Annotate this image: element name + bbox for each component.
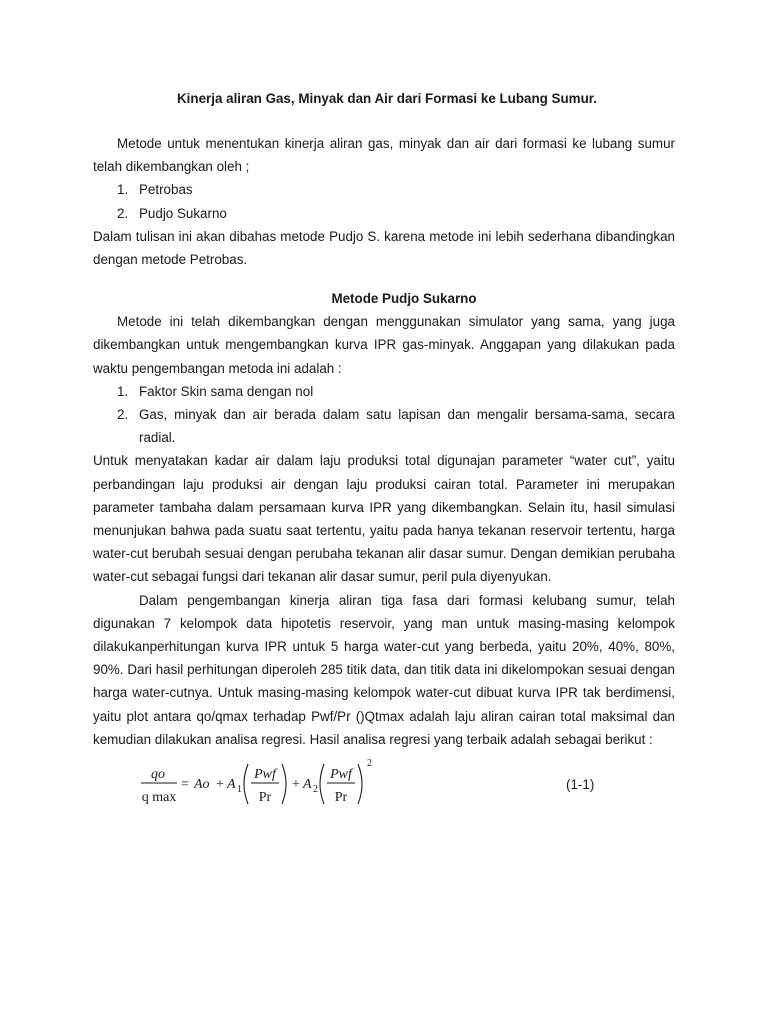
eq-frac2-denominator: Pr [334,790,348,806]
eq-coef-a2: A [303,777,312,793]
assumptions-list [93,380,675,450]
list-text: Faktor Skin sama dengan nol [139,383,314,399]
list-item [117,202,675,225]
eq-plus-1: + [216,777,224,793]
eq-equals: = [181,777,189,793]
document-body [93,87,675,817]
eq-coef-a1: A [227,777,236,793]
section-paragraph-3: Dalam pengembangan kinerja aliran tiga fasa dari formasi kelubang sumur, telah digunakan 7 kelompok data hipotetis reservoir, yang man untuk masing-masing kelompok dilakukanperhitungan kurva IPR untuk 5 harga water-cut yang berbeda, yaitu 20%, 40%, 80%, 90%. Dari hasil perhitungan diperoleh 285 titik data, dan titik data ini dikelompokan sesuai dengan harga water-cutnya. Untuk masing-masing kelompok water-cut dibuat kurva IPR tak berdimensi, yaitu plot antara qo/qmax terhadap Pwf/Pr ()Qtmax adalah laju aliran cairan total maksimal dan kemudian dilakukan analisa regresi. Hasil analisa regresi yang terbaik adalah sebagai berikut : [93,592,675,747]
list-item [117,403,675,449]
eq-left-paren-1 [244,764,248,804]
eq-frac2-numerator: Pwf [330,767,352,783]
equation-label: (1-1) [566,777,595,793]
list-number: 1. [117,182,129,198]
eq-lhs-denominator: q max [141,790,177,806]
methods-list [93,178,675,224]
list-text: Gas, minyak dan air berada dalam satu lapisan dan mengalir bersama-sama, secara radial. [139,407,675,446]
eq-term-ao: Ao [194,777,210,793]
eq-left-paren-2 [320,764,324,804]
eq-power: 2 [367,758,372,770]
eq-coef-a1-sub: 1 [237,784,242,796]
equation-row [93,757,675,817]
eq-frac1-numerator: Pwf [254,767,276,783]
list-number: 1. [117,383,129,399]
list-text: Pudjo Sukarno [139,205,227,221]
eq-coef-a2-sub: 2 [313,784,318,796]
eq-frac1-denominator: Pr [258,790,272,806]
eq-plus-2: + [292,777,300,793]
eq-right-paren-1 [282,764,286,804]
list-number: 2. [117,205,129,221]
list-text: Petrobas [139,182,193,198]
eq-right-paren-2 [358,764,362,804]
list-item [117,380,675,403]
intro-paragraph: Metode untuk menentukan kinerja aliran gas, minyak dan air dari formasi ke lubang sumur telah dikembangkan oleh ; [93,136,675,175]
intro-note-paragraph: Dalam tulisan ini akan dibahas metode Pudjo S. karena metode ini lebih sederhana dibandingkan dengan metode Petrobas. [93,228,675,268]
eq-lhs-numerator: qo [151,767,165,783]
list-item [117,178,675,201]
section-title: Metode Pudjo Sukarno [331,291,477,307]
list-number: 2. [117,407,129,423]
regression-equation [141,757,391,817]
document-title: Kinerja aliran Gas, Minyak dan Air dari Formasi ke Lubang Sumur. [177,91,597,106]
section-paragraph-2: Untuk menyatakan kadar air dalam laju produksi total digunajan parameter “water cut”, yaitu perbandingan laju produksi air dengan laju produksi cairan total. Parameter ini merupakan parameter tambaha dalam persamaan kurva IPR yang dikembangkan. Selain itu, hasil simulasi menunjukan bahwa pada suatu saat tertentu, yaitu pada hanya tekanan reservoir tertentu, harga water-cut berubah sesuai dengan perubaha tekanan alir dasar sumur. Dengan demikian perubaha water-cut sebagai fungsi dari tekanan alir dasar sumur, peril pula diyenyukan. [93,453,675,585]
section-paragraph-1: Metode ini telah dikembangkan dengan menggunakan simulator yang sama, yang juga dikembangkan untuk mengembangkan kurva IPR gas-minyak. Anggapan yang dilakukan pada waktu pengembangan metoda ini adalah : [93,314,675,376]
